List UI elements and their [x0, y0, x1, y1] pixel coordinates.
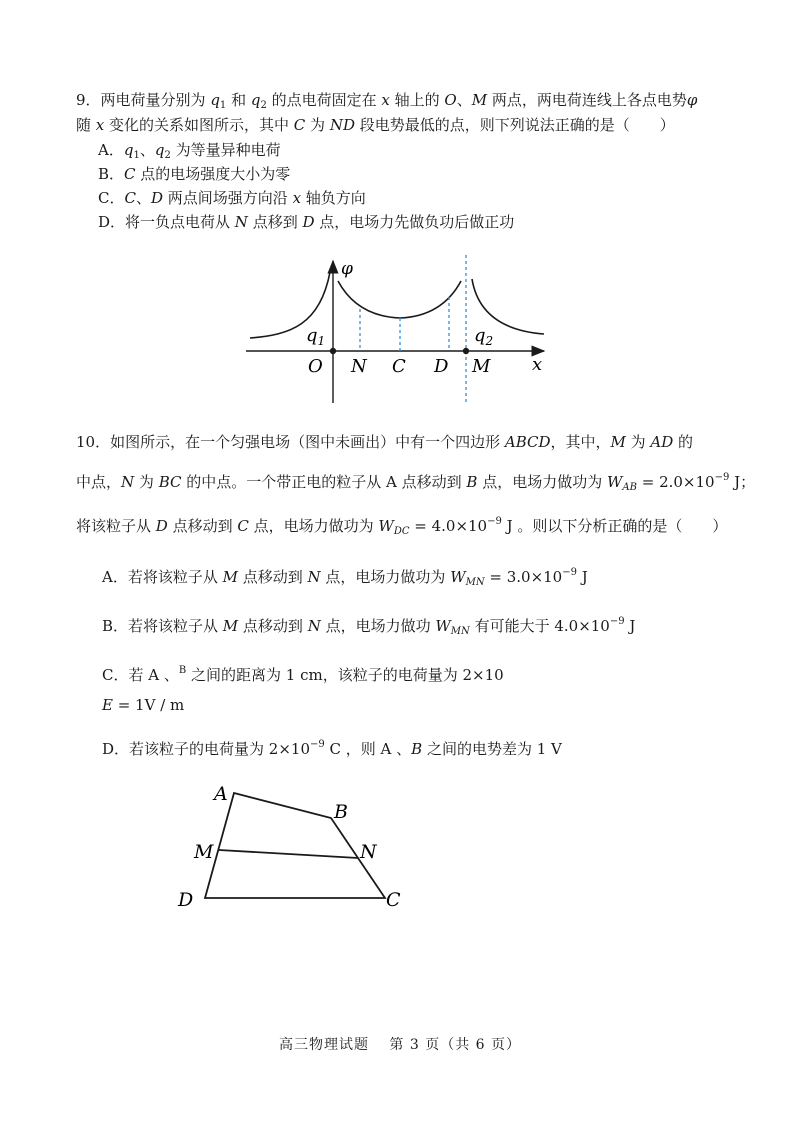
q10-stem-line1: 10．如图所示，在一个匀强电场（图中未画出）中有一个四边形 ABCD，其中，M 为 AD 的	[76, 433, 694, 451]
point-N-label: N	[360, 841, 377, 863]
vertex-D-label: D	[178, 889, 194, 911]
point-M-label: M	[472, 356, 491, 377]
q2-label: $q_2$	[474, 325, 494, 348]
left-curve	[250, 272, 330, 338]
vertex-B-label: B	[334, 801, 348, 823]
point-N-label: N	[351, 356, 367, 377]
charge-q2-dot	[463, 348, 469, 354]
page-footer: 高三物理试题 第 3 页（共 6 页）	[278, 1037, 522, 1053]
q10-stem-line3: 将该粒子从 D 点移动到 C 点，电场力做功为 $W_{DC} = 4.0\times 10^{-9}$ J 。则以下分析正确的是（ ）	[76, 516, 728, 537]
q10-quadrilateral-figure	[170, 780, 420, 920]
q10-option-b: B．若将该粒子从 M 点移动到 N 点，电场力做功 $W_{MN}$ 有可能大于 $4.0\times 10^{-9}$ J	[102, 616, 636, 637]
vertex-C-label: C	[386, 889, 401, 911]
q9-stem-line1: 9．两电荷量分别为 $q_1$ 和 $q_2$ 的点电荷固定在 x 轴上的 O、M 两点，两电荷连线上各点电势φ	[76, 91, 698, 111]
q10-stem-line2: 中点，N 为 BC 的中点。一个带正电的粒子从 A 点移动到 B 点，电场力做功为 $W_{AB} = 2.0\times 10^{-9}$ J；	[76, 472, 756, 493]
quadrilateral-ABCD	[205, 793, 385, 898]
point-D-label: D	[434, 356, 449, 377]
x-axis-label: x	[532, 354, 543, 375]
q10-option-c-line1: C．若 A 、$^B$ 之间的距离为 1 cm，该粒子的电荷量为 2×10	[102, 665, 504, 684]
charge-q1-dot	[330, 348, 336, 354]
q10-option-d: D．若该粒子的电荷量为 $2\times 10^{-9}$ C ，则 A 、B 之间的电势差为 1 V	[102, 739, 562, 758]
q9-stem-line2: 随 x 变化的关系如图所示，其中 C 为 ND 段电势最低的点，则下列说法正确的是（ ）	[76, 116, 675, 134]
q9-option-a: A．$q_1$、$q_2$ 为等量异种电荷	[98, 141, 281, 161]
q9-potential-figure	[240, 255, 560, 405]
q9-option-b: B．C 点的电场强度大小为零	[98, 165, 291, 183]
point-O-label: O	[308, 356, 323, 377]
y-axis-label: φ	[341, 259, 353, 279]
point-M-label: M	[194, 841, 214, 863]
q10-option-a: A．若将该粒子从 M 点移动到 N 点，电场力做功为 $W_{MN} = 3.0\times 10^{-9}$ J	[102, 567, 588, 588]
q1-label: $q_1$	[306, 325, 326, 348]
point-C-label: C	[392, 356, 406, 377]
vertex-A-label: A	[214, 783, 228, 805]
q9-option-c: C．C、D 两点间场强方向沿 x 轴负方向	[98, 189, 366, 207]
q9-option-d: D．将一负点电荷从 N 点移到 D 点，电场力先做负功后做正功	[98, 213, 515, 231]
q10-option-c-line2: E = 1V / m	[102, 696, 185, 714]
middle-curve	[338, 281, 461, 318]
segment-MN	[219, 850, 358, 858]
